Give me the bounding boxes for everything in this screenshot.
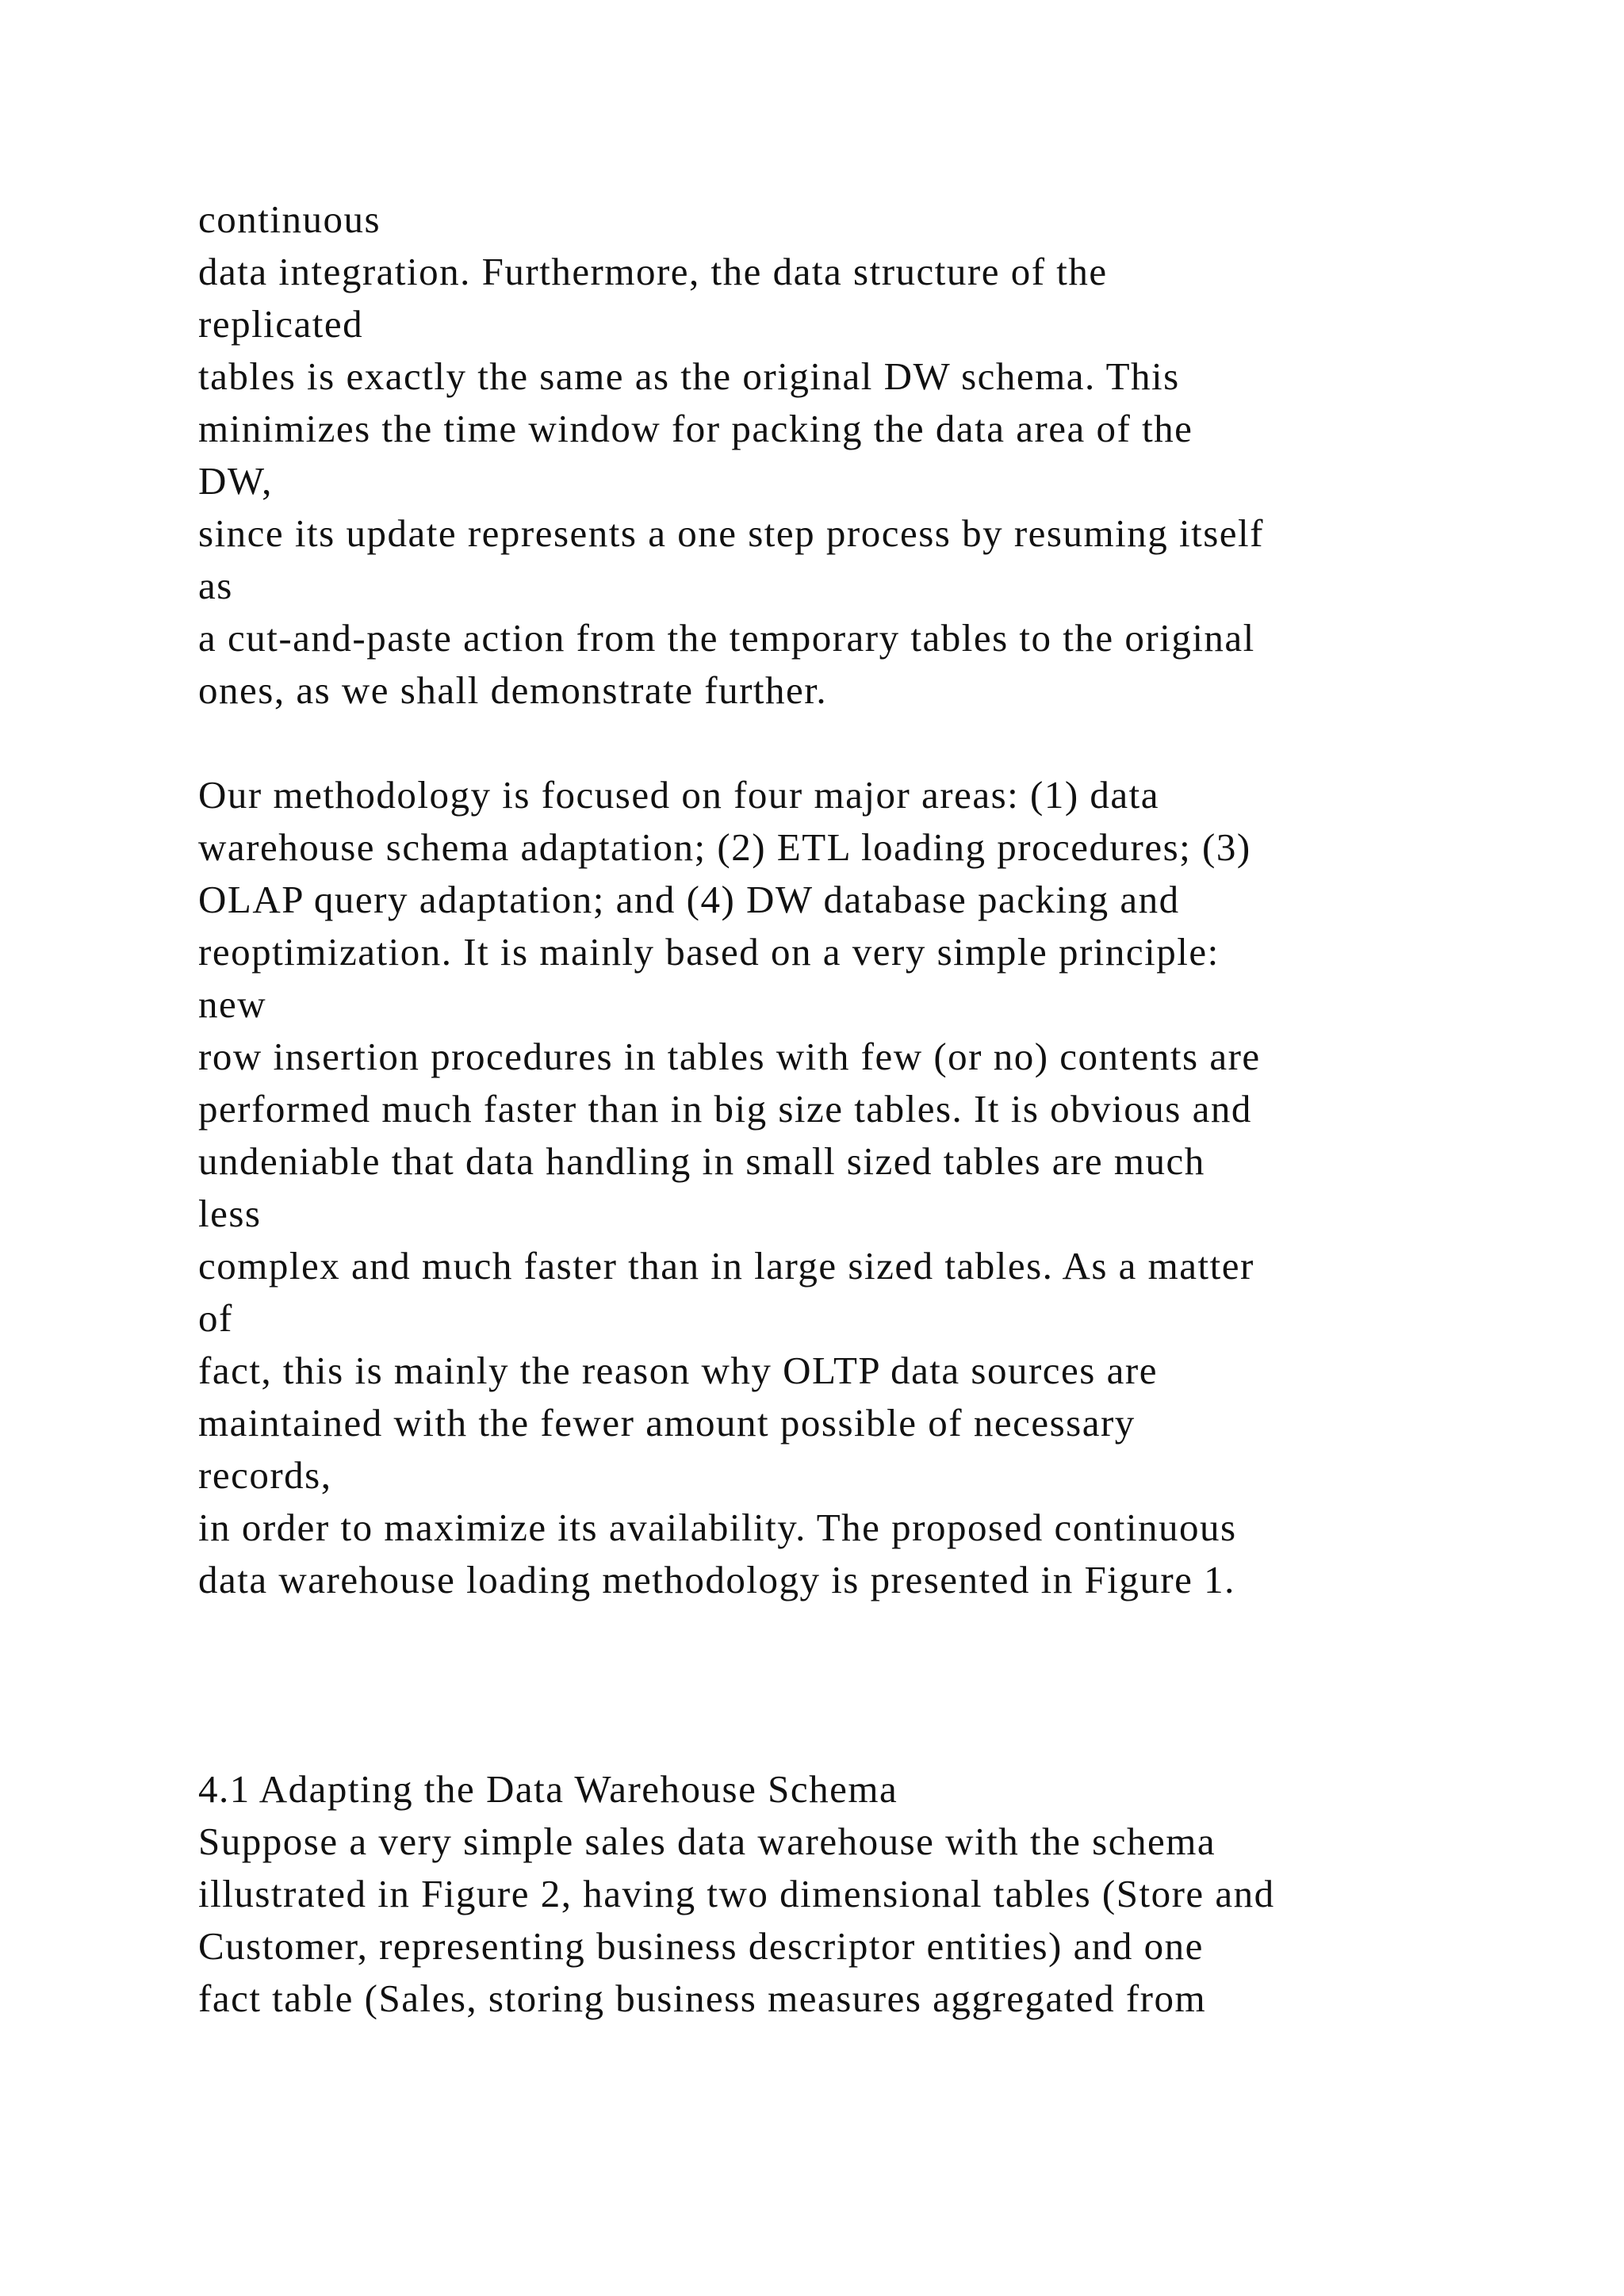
text-line: fact, this is mainly the reason why OLTP data sources are bbox=[198, 1349, 1158, 1392]
text-line: new bbox=[198, 982, 267, 1026]
text-line: Suppose a very simple sales data warehouse with the schema bbox=[198, 1820, 1216, 1863]
text-line: complex and much faster than in large sized tables. As a matter bbox=[198, 1244, 1254, 1288]
text-line: since its update represents a one step process by resuming itself bbox=[198, 511, 1264, 555]
text-line: in order to maximize its availability. The proposed continuous bbox=[198, 1506, 1237, 1549]
text-line: OLAP query adaptation; and (4) DW database packing and bbox=[198, 878, 1180, 921]
section-spacer bbox=[198, 1606, 1507, 1763]
paragraph-sales-schema bbox=[198, 1816, 1507, 2025]
text-line: illustrated in Figure 2, having two dimensional tables (Store and bbox=[198, 1872, 1275, 1915]
text-line: less bbox=[198, 1192, 262, 1235]
text-line: minimizes the time window for packing the data area of the bbox=[198, 407, 1193, 450]
text-line: maintained with the fewer amount possible of necessary bbox=[198, 1401, 1136, 1445]
text-line: performed much faster than in big size tables. It is obvious and bbox=[198, 1087, 1252, 1131]
text-line: Customer, representing business descriptor entities) and one bbox=[198, 1924, 1204, 1968]
text-line: as bbox=[198, 564, 233, 607]
text-line: fact table (Sales, storing business measures aggregated from bbox=[198, 1976, 1207, 2020]
document-body bbox=[198, 193, 1507, 2025]
text-line: of bbox=[198, 1296, 233, 1340]
text-line: continuous bbox=[198, 197, 381, 241]
paragraph-continuous-integration bbox=[198, 193, 1507, 717]
text-line: reoptimization. It is mainly based on a very simple principle: bbox=[198, 930, 1220, 974]
text-line: warehouse schema adaptation; (2) ETL loading procedures; (3) bbox=[198, 825, 1251, 869]
text-line: Our methodology is focused on four major areas: (1) data bbox=[198, 773, 1160, 817]
text-line: tables is exactly the same as the original DW schema. This bbox=[198, 354, 1180, 398]
text-line: data warehouse loading methodology is presented in Figure 1. bbox=[198, 1558, 1235, 1601]
paragraph-methodology bbox=[198, 769, 1507, 1606]
section-heading: 4.1 Adapting the Data Warehouse Schema bbox=[198, 1767, 898, 1811]
text-line: row insertion procedures in tables with few (or no) contents are bbox=[198, 1035, 1261, 1078]
text-line: ones, as we shall demonstrate further. bbox=[198, 668, 828, 712]
text-line: a cut-and-paste action from the temporary tables to the original bbox=[198, 616, 1255, 660]
text-line: data integration. Furthermore, the data structure of the bbox=[198, 250, 1108, 293]
text-line: DW, bbox=[198, 459, 273, 503]
text-line: replicated bbox=[198, 302, 364, 346]
paragraph-spacer bbox=[198, 717, 1507, 769]
text-line: undeniable that data handling in small sized tables are much bbox=[198, 1139, 1205, 1183]
text-line: records, bbox=[198, 1453, 332, 1497]
